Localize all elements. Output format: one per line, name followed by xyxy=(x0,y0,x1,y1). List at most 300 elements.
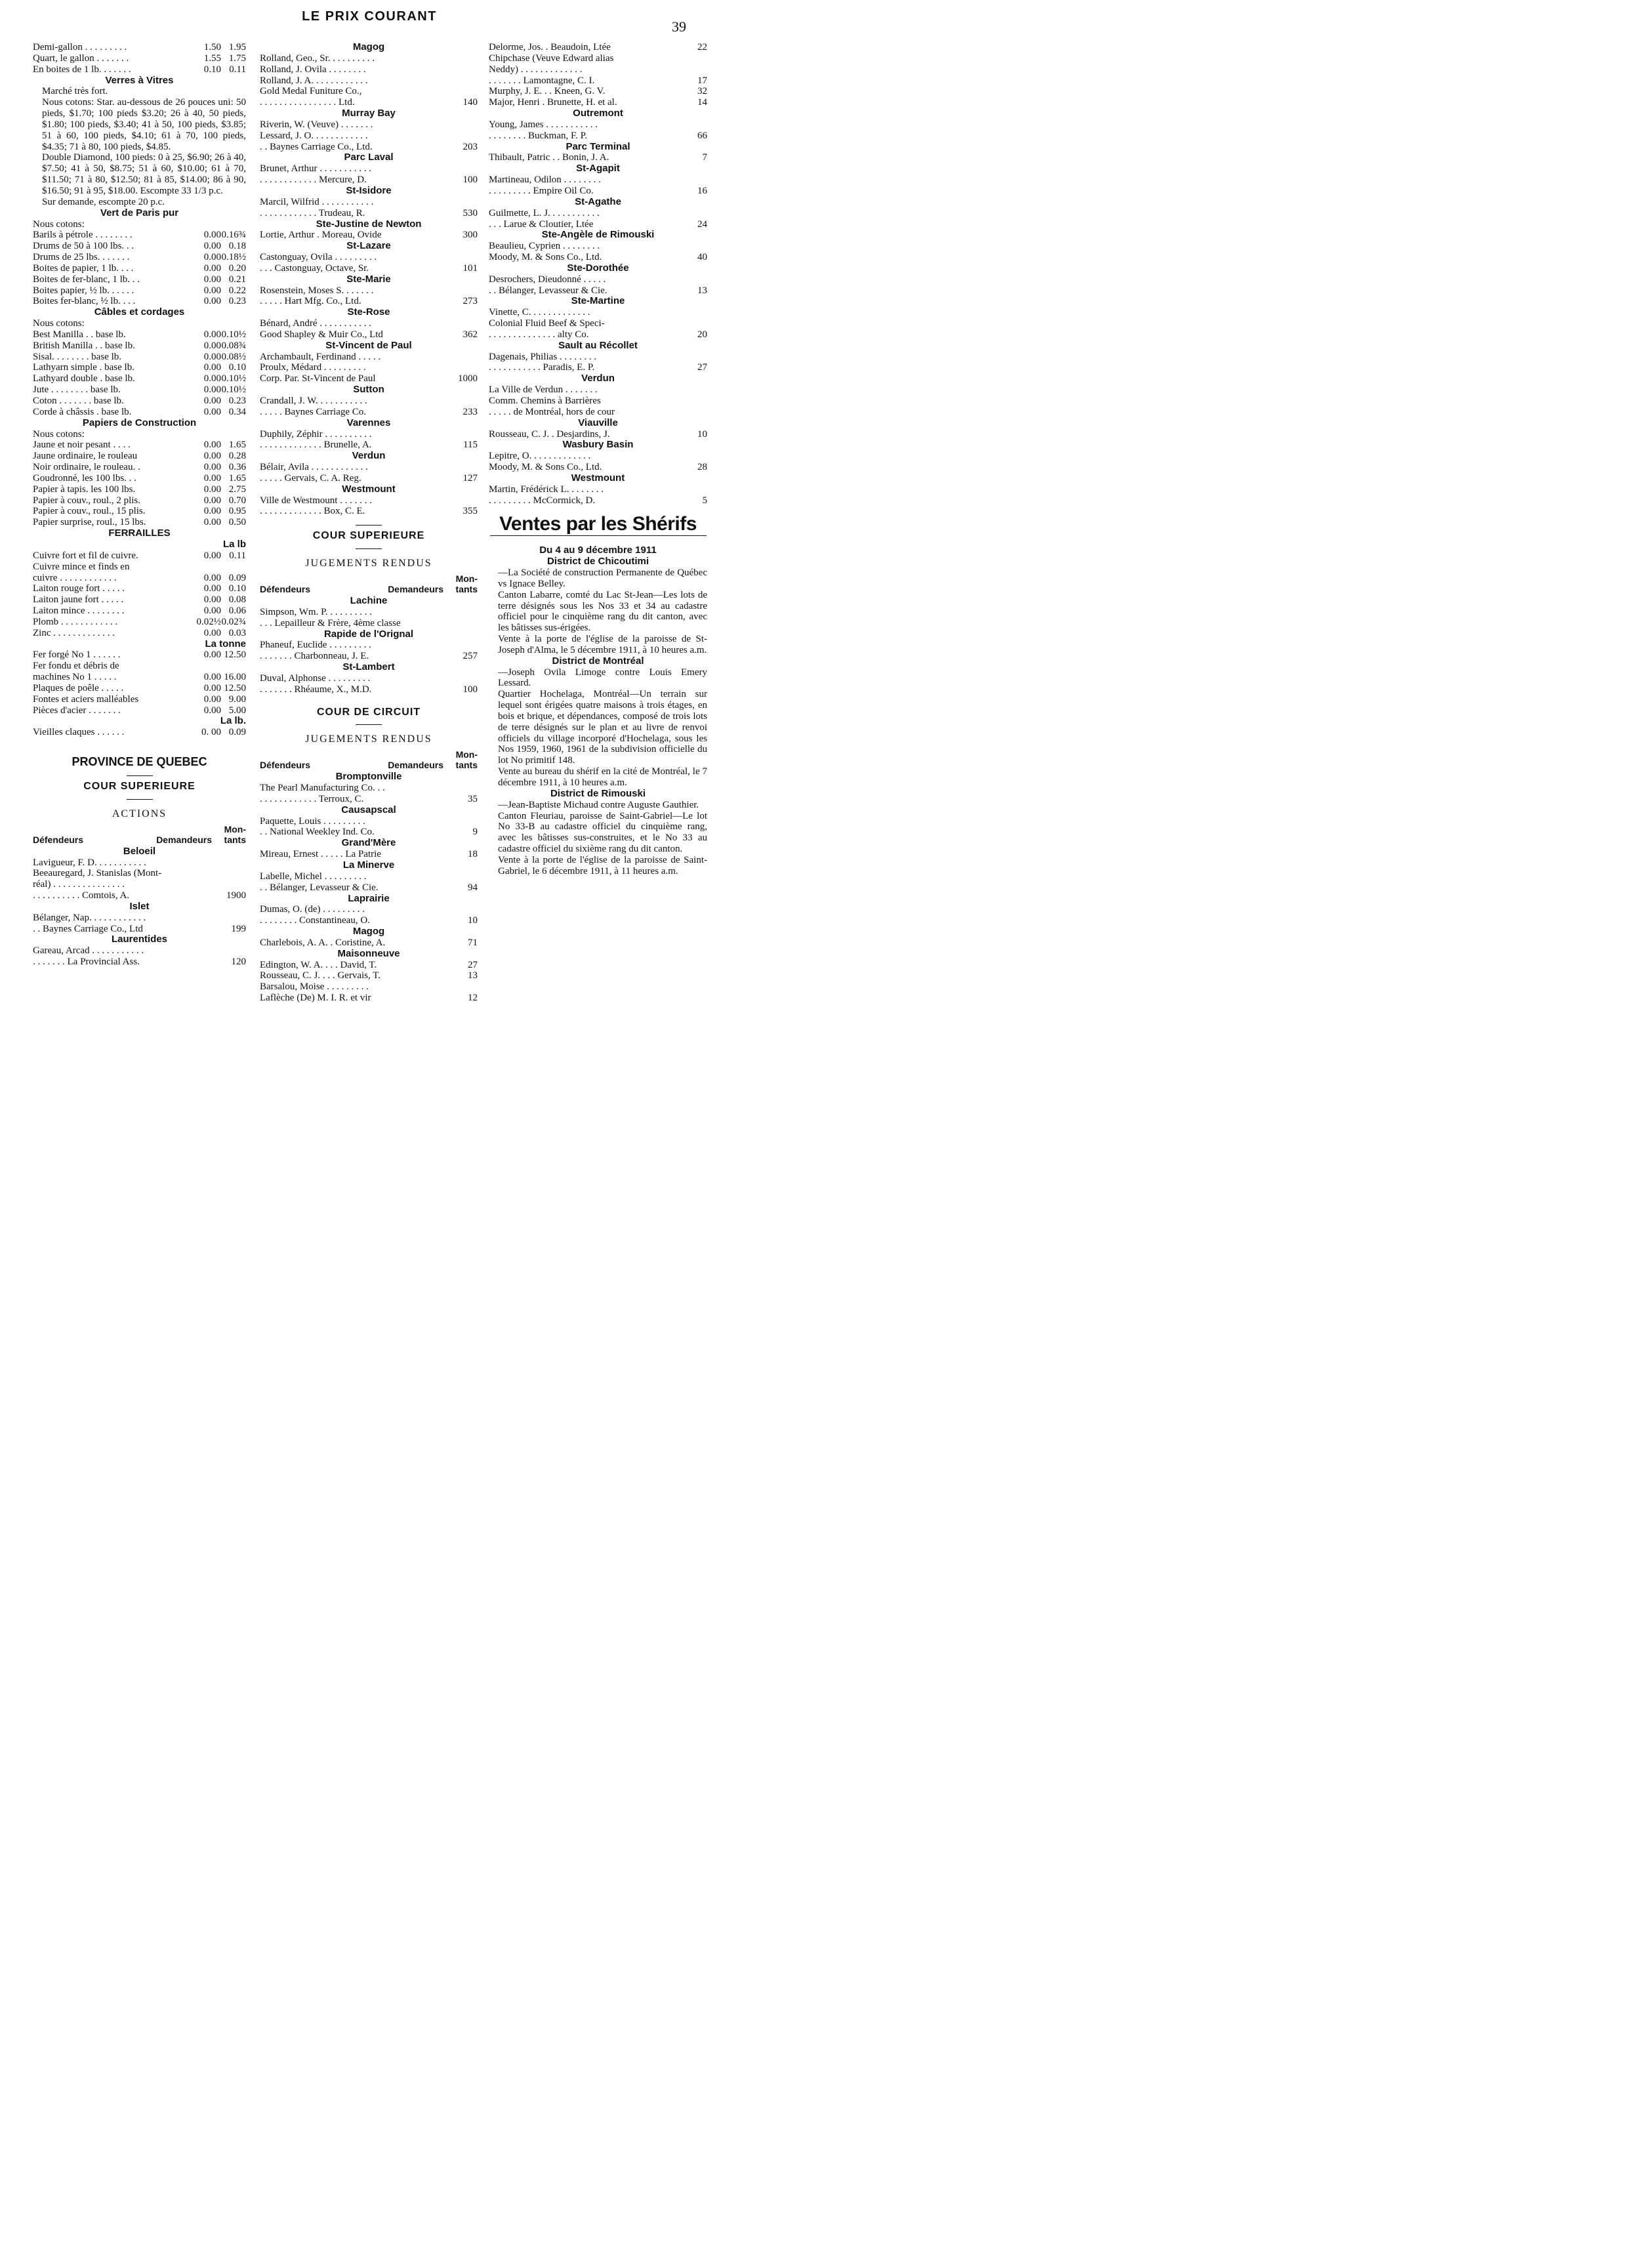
case-row xyxy=(260,296,478,307)
case-row xyxy=(33,945,246,957)
case-row xyxy=(260,684,478,695)
subheading: Ste-Marie xyxy=(346,273,391,285)
entry-text: Bélair, Avila . . . . . . . . . . . . xyxy=(260,462,368,473)
price-row xyxy=(33,562,246,573)
amount: 362 xyxy=(463,329,478,340)
subheading: Bromptonville xyxy=(335,771,402,783)
price-max: 0.11 xyxy=(229,64,246,75)
case-row xyxy=(33,868,246,879)
amount xyxy=(446,462,478,473)
entry-text: . . . . . . . . Buckman, F. P. xyxy=(489,130,588,141)
amount: 300 xyxy=(463,230,478,241)
entry-text: Rosenstein, Moses S. . . . . . . xyxy=(260,285,374,296)
entry-text: Lavigueur, F. D. . . . . . . . . . . xyxy=(33,857,146,868)
amount: 5 xyxy=(702,495,707,506)
entry-text: machines No 1 . . . . . xyxy=(33,672,117,683)
subheading: Viauville xyxy=(578,417,618,428)
entry-text: Barsalou, Moise . . . . . . . . . xyxy=(260,981,369,993)
amount xyxy=(676,318,707,329)
amount xyxy=(676,175,707,186)
entry-text: Desrochers, Dieudonné . . . . . xyxy=(489,274,606,285)
entry-text: Martin, Frédérick L. . . . . . . . xyxy=(489,484,604,495)
case-row xyxy=(33,913,246,924)
subheading: FERRAILLES xyxy=(108,527,171,539)
case-row xyxy=(260,473,478,484)
entry-text: Papier surprise, roul., 15 lbs. xyxy=(33,517,146,528)
subheading: Laurentides xyxy=(111,934,168,945)
entry-text: Jaune et noir pesant . . . . xyxy=(33,440,131,451)
entry-text: Plaques de poêle . . . . . xyxy=(33,682,124,693)
subheading: Câbles et cordages xyxy=(94,306,185,318)
price-max: 0.34 xyxy=(228,406,246,417)
price-min: 0. 00 xyxy=(201,727,221,738)
price-max: 1.65 xyxy=(228,440,246,451)
price-min: 0.00 xyxy=(203,682,221,693)
amount: 530 xyxy=(463,207,478,218)
case-row xyxy=(260,640,478,651)
amount: 9 xyxy=(472,827,478,838)
case-row xyxy=(260,407,478,418)
case-row xyxy=(260,362,478,373)
subheading: Verdun xyxy=(581,373,615,384)
price-max: 0.08¾ xyxy=(221,340,246,351)
subheading: Ste-Rose xyxy=(347,306,390,318)
entry-text: Cuivre fort et fil de cuivre. xyxy=(33,550,138,561)
subheading: Islet xyxy=(129,900,150,912)
entry-text: Drums de 25 lbs. . . . . . . xyxy=(33,252,130,263)
price-min: 0.00 xyxy=(203,472,221,484)
entry-text: Delorme, Jos. . Beaudoin, Ltée xyxy=(489,42,611,52)
subheading: Beloeil xyxy=(123,845,156,857)
montants-header: Mon- tants xyxy=(455,749,478,771)
subheading: Sault au Récollet xyxy=(558,339,638,351)
subheading: Verdun xyxy=(352,450,386,462)
entry-text: Lepitre, O. . . . . . . . . . . . . xyxy=(489,451,591,462)
subheading: St-Lambert xyxy=(342,661,395,673)
amount xyxy=(676,241,707,252)
price-max: 1.65 xyxy=(228,472,246,484)
price-row xyxy=(33,550,246,562)
price-row xyxy=(33,462,246,473)
entry-text: Boites fer-blanc, ½ lb. . . . xyxy=(33,296,136,307)
case-row xyxy=(260,119,478,131)
price-max: 1.75 xyxy=(228,52,246,64)
price-min: 0.00 xyxy=(203,693,221,705)
entry-text: Riverin, W. (Veuve) . . . . . . . xyxy=(260,119,373,130)
entry-text: Rousseau, C. J. . Desjardins, J. xyxy=(489,428,610,440)
price-min: 0.00 xyxy=(203,451,221,462)
price-max: 0.08 xyxy=(228,594,246,606)
amount: 40 xyxy=(697,252,707,263)
entry-text: British Manilla . . base lb. xyxy=(33,340,135,351)
price-row xyxy=(33,53,246,64)
entry-text: Martineau, Odilon . . . . . . . . xyxy=(489,175,601,186)
case-row xyxy=(260,252,478,263)
actions-list xyxy=(33,846,246,968)
price-row xyxy=(33,42,246,53)
price-row xyxy=(33,396,246,407)
case-row xyxy=(489,252,707,263)
amount xyxy=(446,119,478,131)
price-max: 0.50 xyxy=(228,517,246,528)
paragraph: Canton Labarre, comté du Lac St-Jean—Les lots de terre désignés sous les Nos 33 et 34 au cadastre officiel pour le cinquième rang du dit canton, avec les bâtisses sus-érigées. xyxy=(498,589,707,634)
entry-text: Nous cotons: xyxy=(33,318,85,329)
price-max: 2.75 xyxy=(228,484,246,495)
masthead: LE PRIX COURANT xyxy=(302,9,437,24)
price-min: 0.00 xyxy=(203,241,221,252)
case-row xyxy=(489,285,707,297)
entry-text: Goudronné, les 100 lbs. . . xyxy=(33,472,136,484)
subheading: Westmount xyxy=(342,483,396,495)
price-max xyxy=(221,661,246,672)
price-row xyxy=(33,649,246,661)
amount xyxy=(446,285,478,297)
demandeurs-header: Demandeurs xyxy=(156,834,212,845)
entry-text: Vinette, C. . . . . . . . . . . . . xyxy=(489,307,590,318)
amount xyxy=(676,407,707,418)
entry-text: . . . . . . . La Provincial Ass. xyxy=(33,957,140,968)
entry-text: . . National Weekley Ind. Co. xyxy=(260,827,375,838)
amount xyxy=(446,904,478,915)
price-min: 0.00 xyxy=(203,396,221,406)
price-row xyxy=(33,628,246,639)
price-max: 0.10 xyxy=(228,362,246,373)
price-max xyxy=(221,562,246,573)
case-row xyxy=(260,849,478,860)
entry-text: The Pearl Manufacturing Co. . . xyxy=(260,783,385,794)
subheading: Grand'Mère xyxy=(341,837,396,849)
price-min: 0.00 xyxy=(203,550,221,561)
jugements-list xyxy=(260,596,478,695)
price-min xyxy=(188,429,221,440)
subheading: Varennes xyxy=(346,417,391,428)
amount xyxy=(446,673,478,684)
price-min: 0.00 xyxy=(203,583,221,594)
entry-text: Proulx, Médard . . . . . . . . . xyxy=(260,362,366,373)
price-min: 0.00 xyxy=(203,572,221,583)
amount: 10 xyxy=(468,915,478,926)
amount: 12 xyxy=(468,993,478,1004)
amount xyxy=(446,252,478,263)
price-max: 0.10½ xyxy=(221,329,246,340)
amount: 120 xyxy=(231,957,246,968)
entry-text: réal) . . . . . . . . . . . . . . . xyxy=(33,879,125,890)
price-max: 1.95 xyxy=(228,42,246,52)
case-row xyxy=(489,318,707,329)
entry-text: Beeauregard, J. Stanislas (Mont- xyxy=(33,868,162,879)
price-row xyxy=(33,230,246,241)
case-row xyxy=(260,882,478,894)
column-3 xyxy=(489,42,707,877)
amount xyxy=(676,119,707,131)
price-min: 0.00 xyxy=(203,506,221,517)
amount: 100 xyxy=(463,684,478,695)
case-row xyxy=(489,451,707,462)
entry-text: Guilmette, L. J. . . . . . . . . . . xyxy=(489,207,600,218)
entry-text: . . . . . Baynes Carriage Co. xyxy=(260,406,367,417)
case-row xyxy=(489,175,707,186)
entry-text: Crandall, J. W. . . . . . . . . . . xyxy=(260,396,367,406)
entry-text: Coton . . . . . . . base lb. xyxy=(33,396,124,406)
case-row xyxy=(489,362,707,373)
entry-text: Labelle, Michel . . . . . . . . . xyxy=(260,871,367,882)
entry-text: Young, James . . . . . . . . . . . xyxy=(489,119,598,130)
entry-text: Best Manilla . . base lb. xyxy=(33,329,126,340)
column-1 xyxy=(33,42,246,968)
price-min xyxy=(188,219,221,230)
subheading: St-Agathe xyxy=(575,196,621,207)
amount: 233 xyxy=(463,406,478,417)
price-min: 0.00 xyxy=(203,406,221,417)
case-row xyxy=(260,440,478,451)
case-row xyxy=(260,429,478,440)
amount xyxy=(446,64,478,75)
column-headers xyxy=(33,824,246,845)
unit-label: La tonne xyxy=(205,638,246,649)
entry-text: Jaune ordinaire, le rouleau xyxy=(33,451,138,462)
page-number: 39 xyxy=(672,18,686,35)
case-row xyxy=(489,307,707,318)
price-min: 1.55 xyxy=(203,52,221,64)
amount xyxy=(215,913,246,924)
amount: 257 xyxy=(463,651,478,662)
paragraph: Double Diamond, 100 pieds: 0 à 25, $6.90; 26 à 40, $7.50; 41 à 50, $8.75; 51 à 60, $10.00; 61 à 70, $11.50; 71 à 80, $12.50; 81 à 85, $14.00; 86 à 90, $16.50; 91 à 95, $18.00. Escompte 33 1/3 p.c. xyxy=(42,152,246,196)
price-max: 0.23 xyxy=(228,296,246,307)
price-min: 0.00 xyxy=(203,285,221,296)
cour-de-circuit-title: COUR DE CIRCUIT xyxy=(316,706,421,718)
amount xyxy=(446,131,478,142)
amount: 355 xyxy=(463,506,478,517)
case-row xyxy=(260,396,478,407)
paragraph: Quartier Hochelaga, Montréal—Un terrain sur lequel sont érigées quatre maisons à trois étages, en bois et brique, et dépendances, composé de trois lots de terre désignés sur le plan et au livre de renvoi officiels du village incorporé d'Hochelaga, sous les Nos 1959, 1960, 1961 de la subdivision officielle du lot No primitif 148. xyxy=(498,689,707,766)
demandeurs-header: Demandeurs xyxy=(388,760,443,771)
defendeurs-header: Défendeurs xyxy=(260,583,311,594)
price-row xyxy=(33,429,246,440)
entry-text: Charlebois, A. A. . Coristine, A. xyxy=(260,937,386,948)
amount: 115 xyxy=(463,440,478,451)
entry-text: Gareau, Arcad . . . . . . . . . . . xyxy=(33,945,144,957)
case-row xyxy=(33,890,246,901)
entry-text: Edington, W. A. . . . David, T. xyxy=(260,959,377,970)
entry-text: Bélanger, Nap. . . . . . . . . . . . xyxy=(33,912,146,923)
price-max: 0.11 xyxy=(229,550,246,561)
amount: 35 xyxy=(468,793,478,804)
price-row xyxy=(33,727,246,738)
case-row xyxy=(489,407,707,418)
entry-text: Dagenais, Philias . . . . . . . . xyxy=(489,351,597,362)
case-row xyxy=(260,263,478,274)
entry-text: Lathyard double . base lb. xyxy=(33,373,135,384)
case-row xyxy=(260,970,478,981)
case-row xyxy=(260,462,478,473)
price-min: 0.00 xyxy=(203,373,221,384)
entry-text: Boites de fer-blanc, 1 lb. . . xyxy=(33,274,140,285)
price-min: 0.00 xyxy=(203,340,221,351)
case-row xyxy=(260,495,478,506)
case-row xyxy=(489,429,707,440)
case-row xyxy=(260,86,478,97)
entry-text: Papier à couv., roul., 15 plis. xyxy=(33,506,146,517)
price-row xyxy=(33,252,246,263)
price-max: 0.23 xyxy=(228,396,246,406)
defendeurs-header: Défendeurs xyxy=(33,834,84,845)
price-row xyxy=(33,219,246,230)
price-max: 0.10½ xyxy=(221,373,246,384)
amount: 17 xyxy=(697,75,707,86)
subheading: Sutton xyxy=(353,384,384,396)
entry-text: Thibault, Patric . . Bonin, J. A. xyxy=(489,152,609,163)
amount xyxy=(215,945,246,957)
price-max: 5.00 xyxy=(228,705,246,716)
subheading: Verres à Vitres xyxy=(105,74,174,86)
entry-text: Rousseau, C. J. . . . Gervais, T. xyxy=(260,970,381,981)
jugements-title: JUGEMENTS RENDUS xyxy=(305,733,432,745)
amount xyxy=(446,816,478,827)
price-max: 16.00 xyxy=(224,672,246,683)
case-row xyxy=(260,618,478,629)
subheading: Magog xyxy=(352,41,385,52)
case-row xyxy=(489,274,707,285)
amount: 20 xyxy=(697,329,707,340)
entry-text: Phaneuf, Euclide . . . . . . . . . xyxy=(260,640,371,651)
amount: 16 xyxy=(697,185,707,196)
entry-text: . . . Castonguay, Octave, Sr. xyxy=(260,262,369,274)
subheading: Laprairie xyxy=(348,892,390,904)
entry-text: . . . . . . . Lamontagne, C. I. xyxy=(489,75,595,86)
amount: 273 xyxy=(463,296,478,307)
entry-text: Cuivre mince et finds en xyxy=(33,561,130,572)
case-row xyxy=(260,352,478,363)
subheading: Maisonneuve xyxy=(337,947,400,959)
amount xyxy=(446,197,478,208)
amount xyxy=(446,318,478,329)
case-row xyxy=(260,197,478,208)
entry-text: Laflèche (De) M. I. R. et vir xyxy=(260,993,371,1004)
price-min: 0.00 xyxy=(203,705,221,716)
entry-text: Moody, M. & Sons Co., Ltd. xyxy=(489,252,602,263)
amount: 140 xyxy=(463,97,478,108)
case-row xyxy=(260,163,478,175)
case-row xyxy=(489,396,707,407)
price-min xyxy=(188,318,221,329)
amount xyxy=(215,857,246,869)
entry-text: Fer fondu et débris de xyxy=(33,661,119,672)
entry-text: Dumas, O. (de) . . . . . . . . . xyxy=(260,904,365,915)
entry-text: En boites de 1 lb. . . . . . . xyxy=(33,64,131,75)
entry-text: . . . . . . . . . . . . . . . . Ltd. xyxy=(260,97,355,108)
price-row xyxy=(33,407,246,418)
subheading: La Minerve xyxy=(342,859,395,871)
montants-header: Mon- tants xyxy=(455,573,478,594)
entry-text: . . . . . . . . . . . . . Brunelle, A. xyxy=(260,440,372,451)
price-min: 0.00 xyxy=(203,649,221,661)
entry-text: Moody, M. & Sons Co., Ltd. xyxy=(489,462,602,473)
entry-text: Neddy) . . . . . . . . . . . . . xyxy=(489,64,583,75)
price-min: 0.00 xyxy=(203,351,221,362)
price-min: 0.00 xyxy=(203,484,221,495)
amount: 203 xyxy=(463,141,478,152)
entry-text: . . Baynes Carriage Co., Ltd xyxy=(33,923,143,934)
case-row xyxy=(260,816,478,827)
subheading: Parc Terminal xyxy=(566,140,630,152)
price-max: 0.16¾ xyxy=(221,230,246,241)
amount: 1900 xyxy=(226,890,246,901)
price-max: 0.10 xyxy=(228,583,246,594)
column-headers xyxy=(260,573,478,594)
price-row xyxy=(33,263,246,274)
circuit-list xyxy=(489,42,707,506)
case-row xyxy=(489,241,707,252)
entry-text: Pièces d'acier . . . . . . . xyxy=(33,705,121,716)
paragraph: Vente à la porte de l'église de la paroisse de Saint-Gabriel, le 6 décembre 1911, à 11 heures a.m. xyxy=(498,854,707,876)
paragraph: Sur demande, escompte 20 p.c. xyxy=(42,196,165,207)
case-row xyxy=(260,142,478,153)
case-row xyxy=(489,75,707,87)
amount xyxy=(446,396,478,407)
amount: 13 xyxy=(697,285,707,296)
paragraph: —La Société de construction Permanente de Québec vs Ignace Belley. xyxy=(498,567,707,589)
case-row xyxy=(260,915,478,926)
amount xyxy=(676,208,707,219)
case-row xyxy=(260,285,478,297)
subheading: Outremont xyxy=(573,108,623,119)
price-max: 0.09 xyxy=(228,727,246,738)
entry-text: Rolland, J. A. . . . . . . . . . . . xyxy=(260,75,368,86)
entry-text: Castonguay, Ovila . . . . . . . . . xyxy=(260,252,377,263)
case-row xyxy=(260,938,478,949)
amount xyxy=(446,362,478,373)
entry-text: . . . Larue & Cloutier, Ltée xyxy=(489,218,594,230)
entry-text: Colonial Fluid Beef & Speci- xyxy=(489,318,605,329)
price-row xyxy=(33,373,246,384)
entry-text: La Ville de Verdun . . . . . . . xyxy=(489,384,598,396)
actions-list xyxy=(260,42,478,517)
case-row xyxy=(489,329,707,340)
montants-header: Mon- tants xyxy=(224,823,246,845)
case-row xyxy=(33,957,246,968)
price-row xyxy=(33,451,246,462)
entry-text: Barils à pétrole . . . . . . . . xyxy=(33,230,133,241)
divider xyxy=(356,525,382,526)
divider xyxy=(127,775,153,776)
price-min: 0.00 xyxy=(203,440,221,451)
price-max: 0.21 xyxy=(228,274,246,285)
price-min: 1.50 xyxy=(203,42,221,52)
sherifs-list xyxy=(489,545,707,876)
subheading: St-Lazare xyxy=(346,240,391,252)
subheading: Rapide de l'Orignal xyxy=(323,628,414,640)
entry-text: Jute . . . . . . . . base lb. xyxy=(33,384,121,396)
case-row xyxy=(489,484,707,495)
sherifs-title: Ventes par les Shérifs xyxy=(499,513,697,535)
price-min: 0.00 xyxy=(203,362,221,373)
case-row xyxy=(33,924,246,935)
price-row xyxy=(33,352,246,363)
price-min: 0.00 xyxy=(203,329,221,340)
amount: 94 xyxy=(468,882,478,893)
case-row xyxy=(489,53,707,64)
subheading: Parc Laval xyxy=(344,152,394,163)
case-row xyxy=(260,53,478,64)
entry-text: Comm. Chemins à Barrières xyxy=(489,396,601,406)
amount: 27 xyxy=(697,362,707,373)
amount: 101 xyxy=(463,262,478,274)
price-max: 0.18 xyxy=(228,241,246,252)
price-row xyxy=(33,694,246,705)
price-row xyxy=(33,495,246,506)
entry-text: . . . . . . . . . . . . Terroux, C. xyxy=(260,793,364,804)
price-min: 0.00 xyxy=(203,672,221,683)
